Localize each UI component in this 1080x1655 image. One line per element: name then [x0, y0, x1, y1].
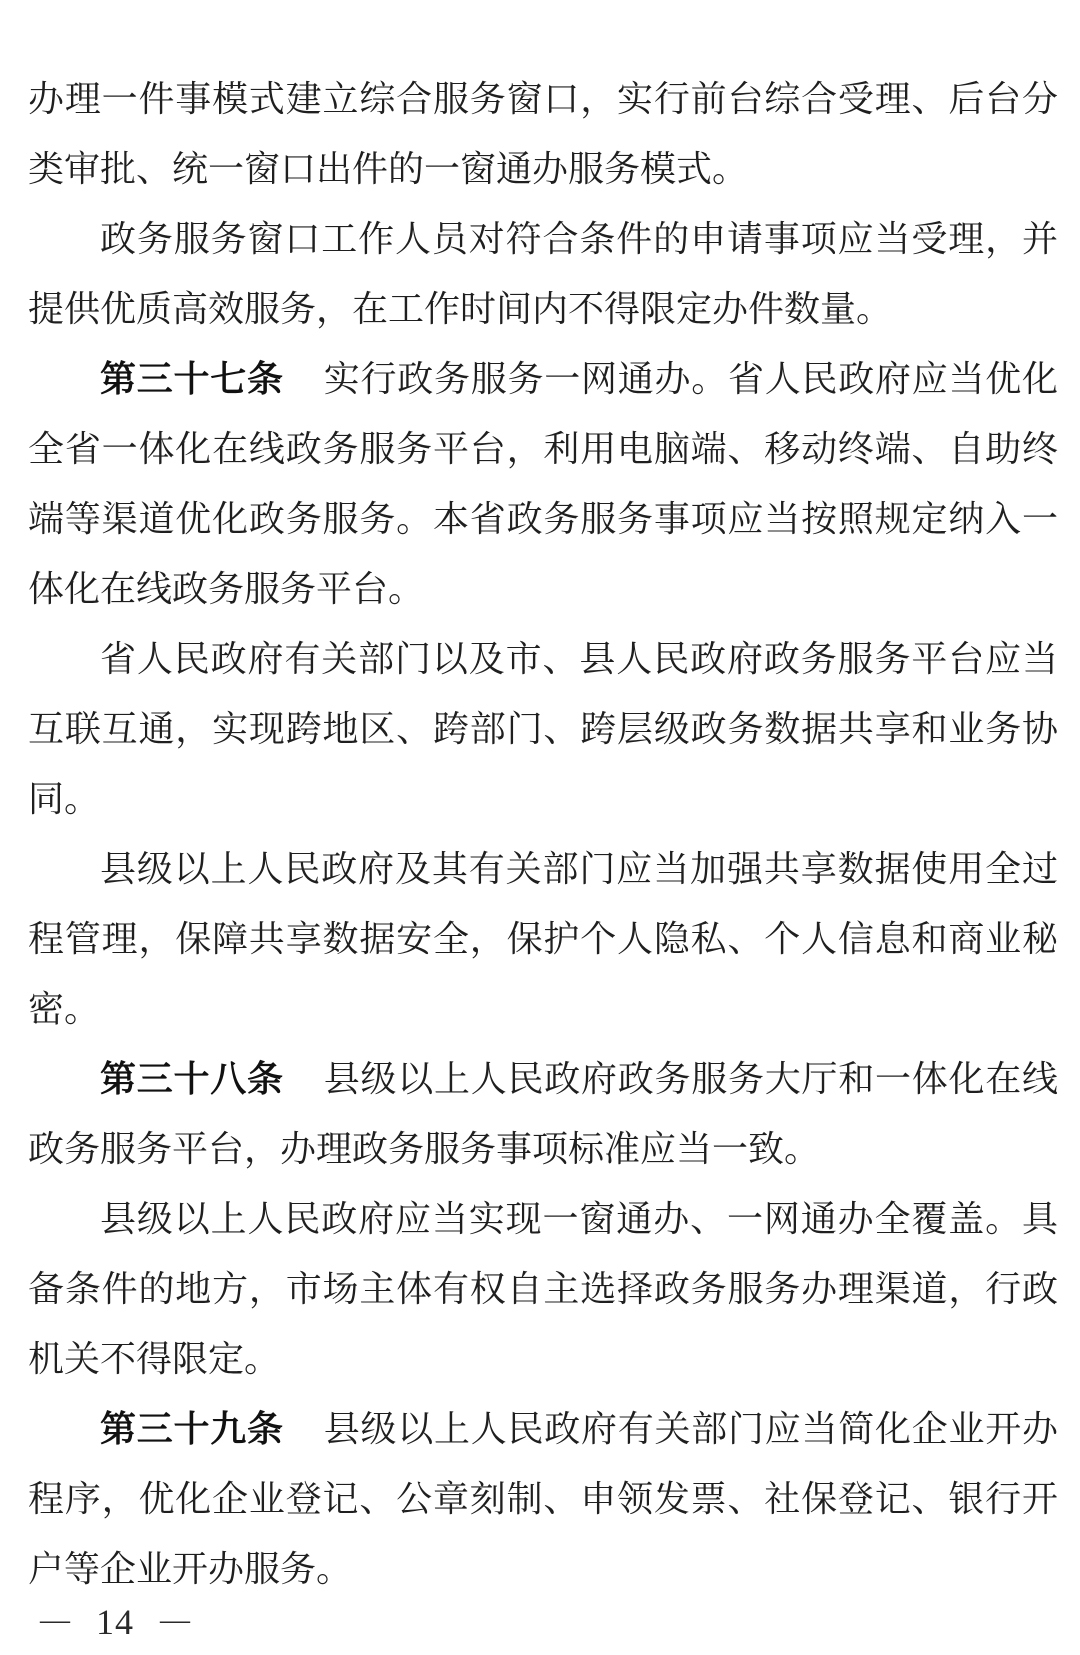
footer-dash-right: — [160, 1603, 190, 1636]
article-number: 第三十八条 [100, 1058, 284, 1099]
paragraph-text: 实行政务服务一网通办。省人民政府应当优化全省一体化在线政务服务平台，利用电脑端、移动终端、自助终端等渠道优化政务服务。本省政务服务事项应当按照规定纳入一体化在线政务服务平台。 [28, 359, 1058, 609]
article-number: 第三十七条 [100, 358, 284, 399]
paragraph-text: 县级以上人民政府有关部门应当简化企业开办程序，优化企业登记、公章刻制、申领发票、社保登记、银行开户等企业开办服务。 [28, 1409, 1058, 1589]
paragraph [28, 1394, 1058, 1604]
paragraph [28, 64, 1058, 204]
paragraph [28, 834, 1058, 1044]
footer-dash-left: — [40, 1603, 70, 1636]
paragraph [28, 624, 1058, 834]
paragraph-text: 办理一件事模式建立综合服务窗口，实行前台综合受理、后台分类审批、统一窗口出件的一窗通办服务模式。 [28, 79, 1058, 189]
paragraph-text: 县级以上人民政府应当实现一窗通办、一网通办全覆盖。具备条件的地方，市场主体有权自主选择政务服务办理渠道，行政机关不得限定。 [28, 1199, 1058, 1379]
paragraph-text: 省人民政府有关部门以及市、县人民政府政务服务平台应当互联互通，实现跨地区、跨部门、跨层级政务数据共享和业务协同。 [28, 639, 1058, 819]
paragraph [28, 1184, 1058, 1394]
article-number: 第三十九条 [100, 1408, 284, 1449]
page-number: 14 [96, 1602, 134, 1642]
document-body [28, 64, 1058, 1604]
page-footer [40, 1601, 190, 1643]
paragraph-text: 县级以上人民政府及其有关部门应当加强共享数据使用全过程管理，保障共享数据安全，保护个人隐私、个人信息和商业秘密。 [28, 849, 1058, 1029]
paragraph [28, 204, 1058, 344]
paragraph-text: 县级以上人民政府政务服务大厅和一体化在线政务服务平台，办理政务服务事项标准应当一致。 [28, 1059, 1058, 1169]
paragraph [28, 344, 1058, 624]
paragraph-text: 政务服务窗口工作人员对符合条件的申请事项应当受理，并提供优质高效服务，在工作时间内不得限定办件数量。 [28, 219, 1058, 329]
paragraph [28, 1044, 1058, 1184]
